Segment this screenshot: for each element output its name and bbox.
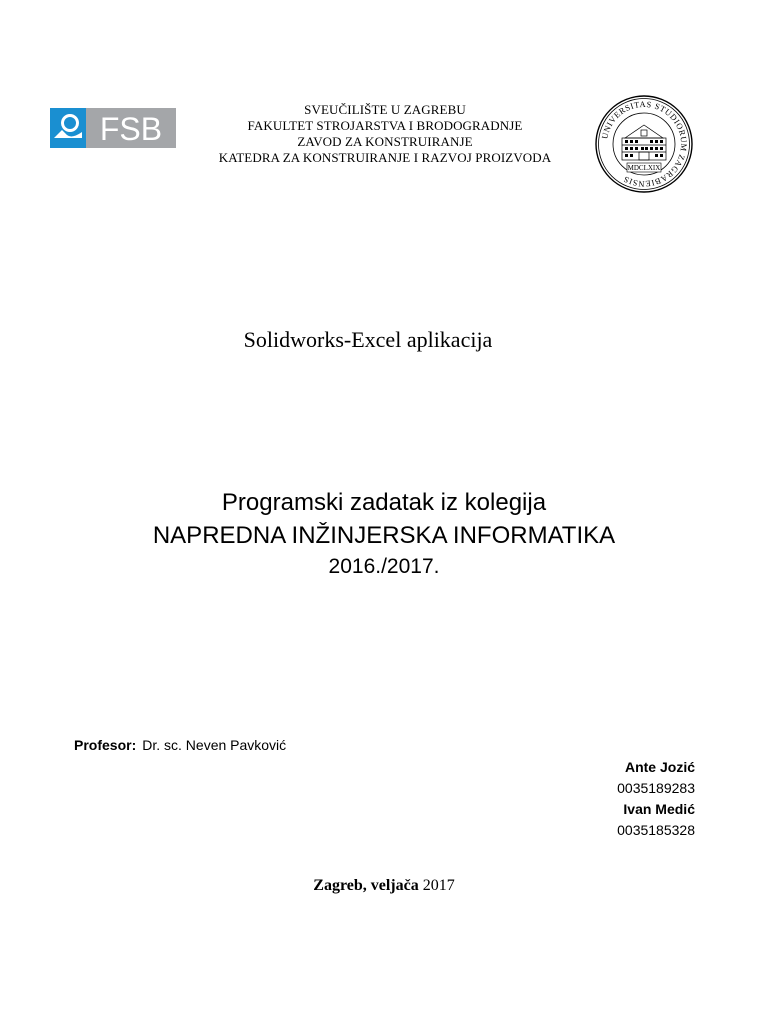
student-list xyxy=(617,757,695,841)
university-seal-icon xyxy=(594,94,694,194)
faculty-name: FAKULTET STROJARSTVA I BRODOGRADNJE xyxy=(247,118,523,133)
student-id: 0035185328 xyxy=(617,822,695,838)
student-name: Ante Jozić xyxy=(624,759,695,775)
student-id: 0035189283 xyxy=(617,780,695,796)
fsb-logo-text: FSB xyxy=(99,111,163,147)
seal-year: MDCLXIX xyxy=(627,164,661,172)
assignment-title-block xyxy=(0,486,768,582)
fsb-logo-icon xyxy=(50,108,176,148)
course-name: NAPREDNA INŽINJERSKA INFORMATIKA xyxy=(152,522,616,549)
institution-header xyxy=(180,102,590,166)
department-name: ZAVOD ZA KONSTRUIRANJE xyxy=(297,134,473,149)
professor-name: Dr. sc. Neven Pavković xyxy=(142,737,287,753)
student-name: Ivan Medić xyxy=(623,801,695,817)
year: 2017 xyxy=(422,877,455,894)
place-month: Zagreb, veljača xyxy=(313,877,419,894)
professor-label: Profesor: xyxy=(74,737,137,753)
subject-title: Solidworks-Excel aplikacija xyxy=(243,327,493,352)
place-date xyxy=(0,877,768,895)
seal-ring-text: UNIVERSITAS STUDIORUM ZAGRABIENSIS xyxy=(600,99,689,189)
university-name: SVEUČILIŠTE U ZAGREBU xyxy=(304,102,466,117)
assignment-line: Programski zadatak iz kolegija xyxy=(221,489,547,516)
academic-year: 2016./2017. xyxy=(328,555,440,578)
chair-name: KATEDRA ZA KONSTRUIRANJE I RAZVOJ PROIZVODA xyxy=(218,150,552,165)
professor-line xyxy=(74,737,286,753)
